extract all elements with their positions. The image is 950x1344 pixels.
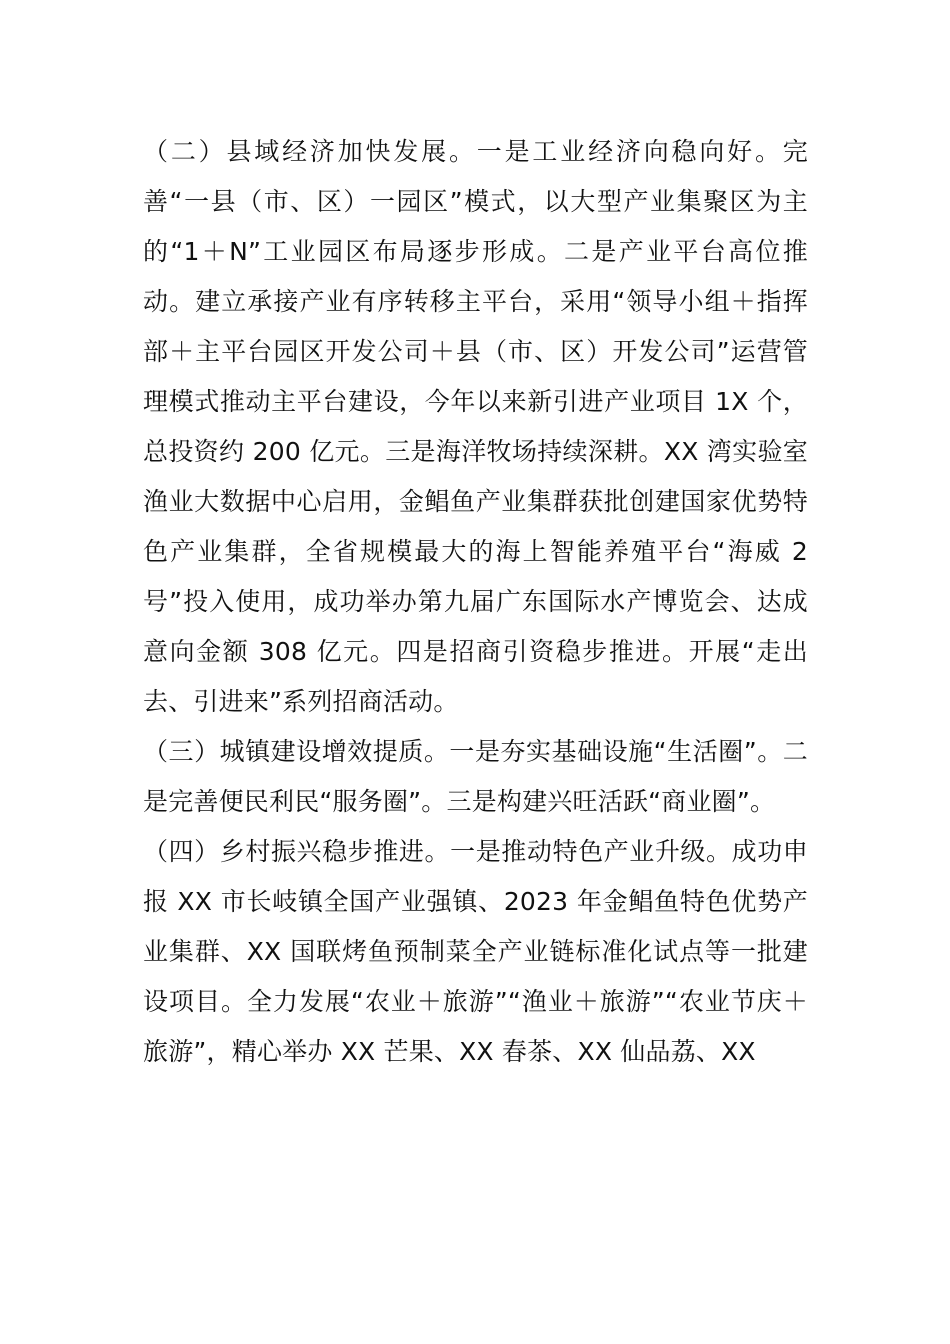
document-body [143, 127, 808, 1077]
paragraph-county-economy: （二）县域经济加快发展。一是工业经济向稳向好。完善“一县（市、区）一园区”模式，以大型产业集聚区为主的“1＋N”工业园区布局逐步形成。二是产业平台高位推动。建立承接产业有序转移主平台，采用“领导小组＋指挥部＋主平台园区开发公司＋县（市、区）开发公司”运营管理模式推动主平台建设，今年以来新引进产业项目 1X 个，总投资约 200 亿元。三是海洋牧场持续深耕。XX 湾实验室渔业大数据中心启用，金鲳鱼产业集群获批创建国家优势特色产业集群，全省规模最大的海上智能养殖平台“海威 2 号”投入使用，成功举办第九届广东国际水产博览会、达成意向金额 308 亿元。四是招商引资稳步推进。开展“走出去、引进来”系列招商活动。 [143, 137, 808, 716]
paragraph-town-construction: （三）城镇建设增效提质。一是夯实基础设施“生活圈”。二是完善便民利民“服务圈”。三是构建兴旺活跃“商业圈”。 [143, 737, 808, 816]
paragraph-rural-revitalization: （四）乡村振兴稳步推进。一是推动特色产业升级。成功申报 XX 市长岐镇全国产业强镇、2023 年金鲳鱼特色优势产业集群、XX 国联烤鱼预制菜全产业链标准化试点等一批建设项目。全力发展“农业＋旅游”“渔业＋旅游”“农业节庆＋旅游”，精心举办 XX 芒果、XX 春茶、XX 仙品荔、XX [143, 837, 808, 1066]
